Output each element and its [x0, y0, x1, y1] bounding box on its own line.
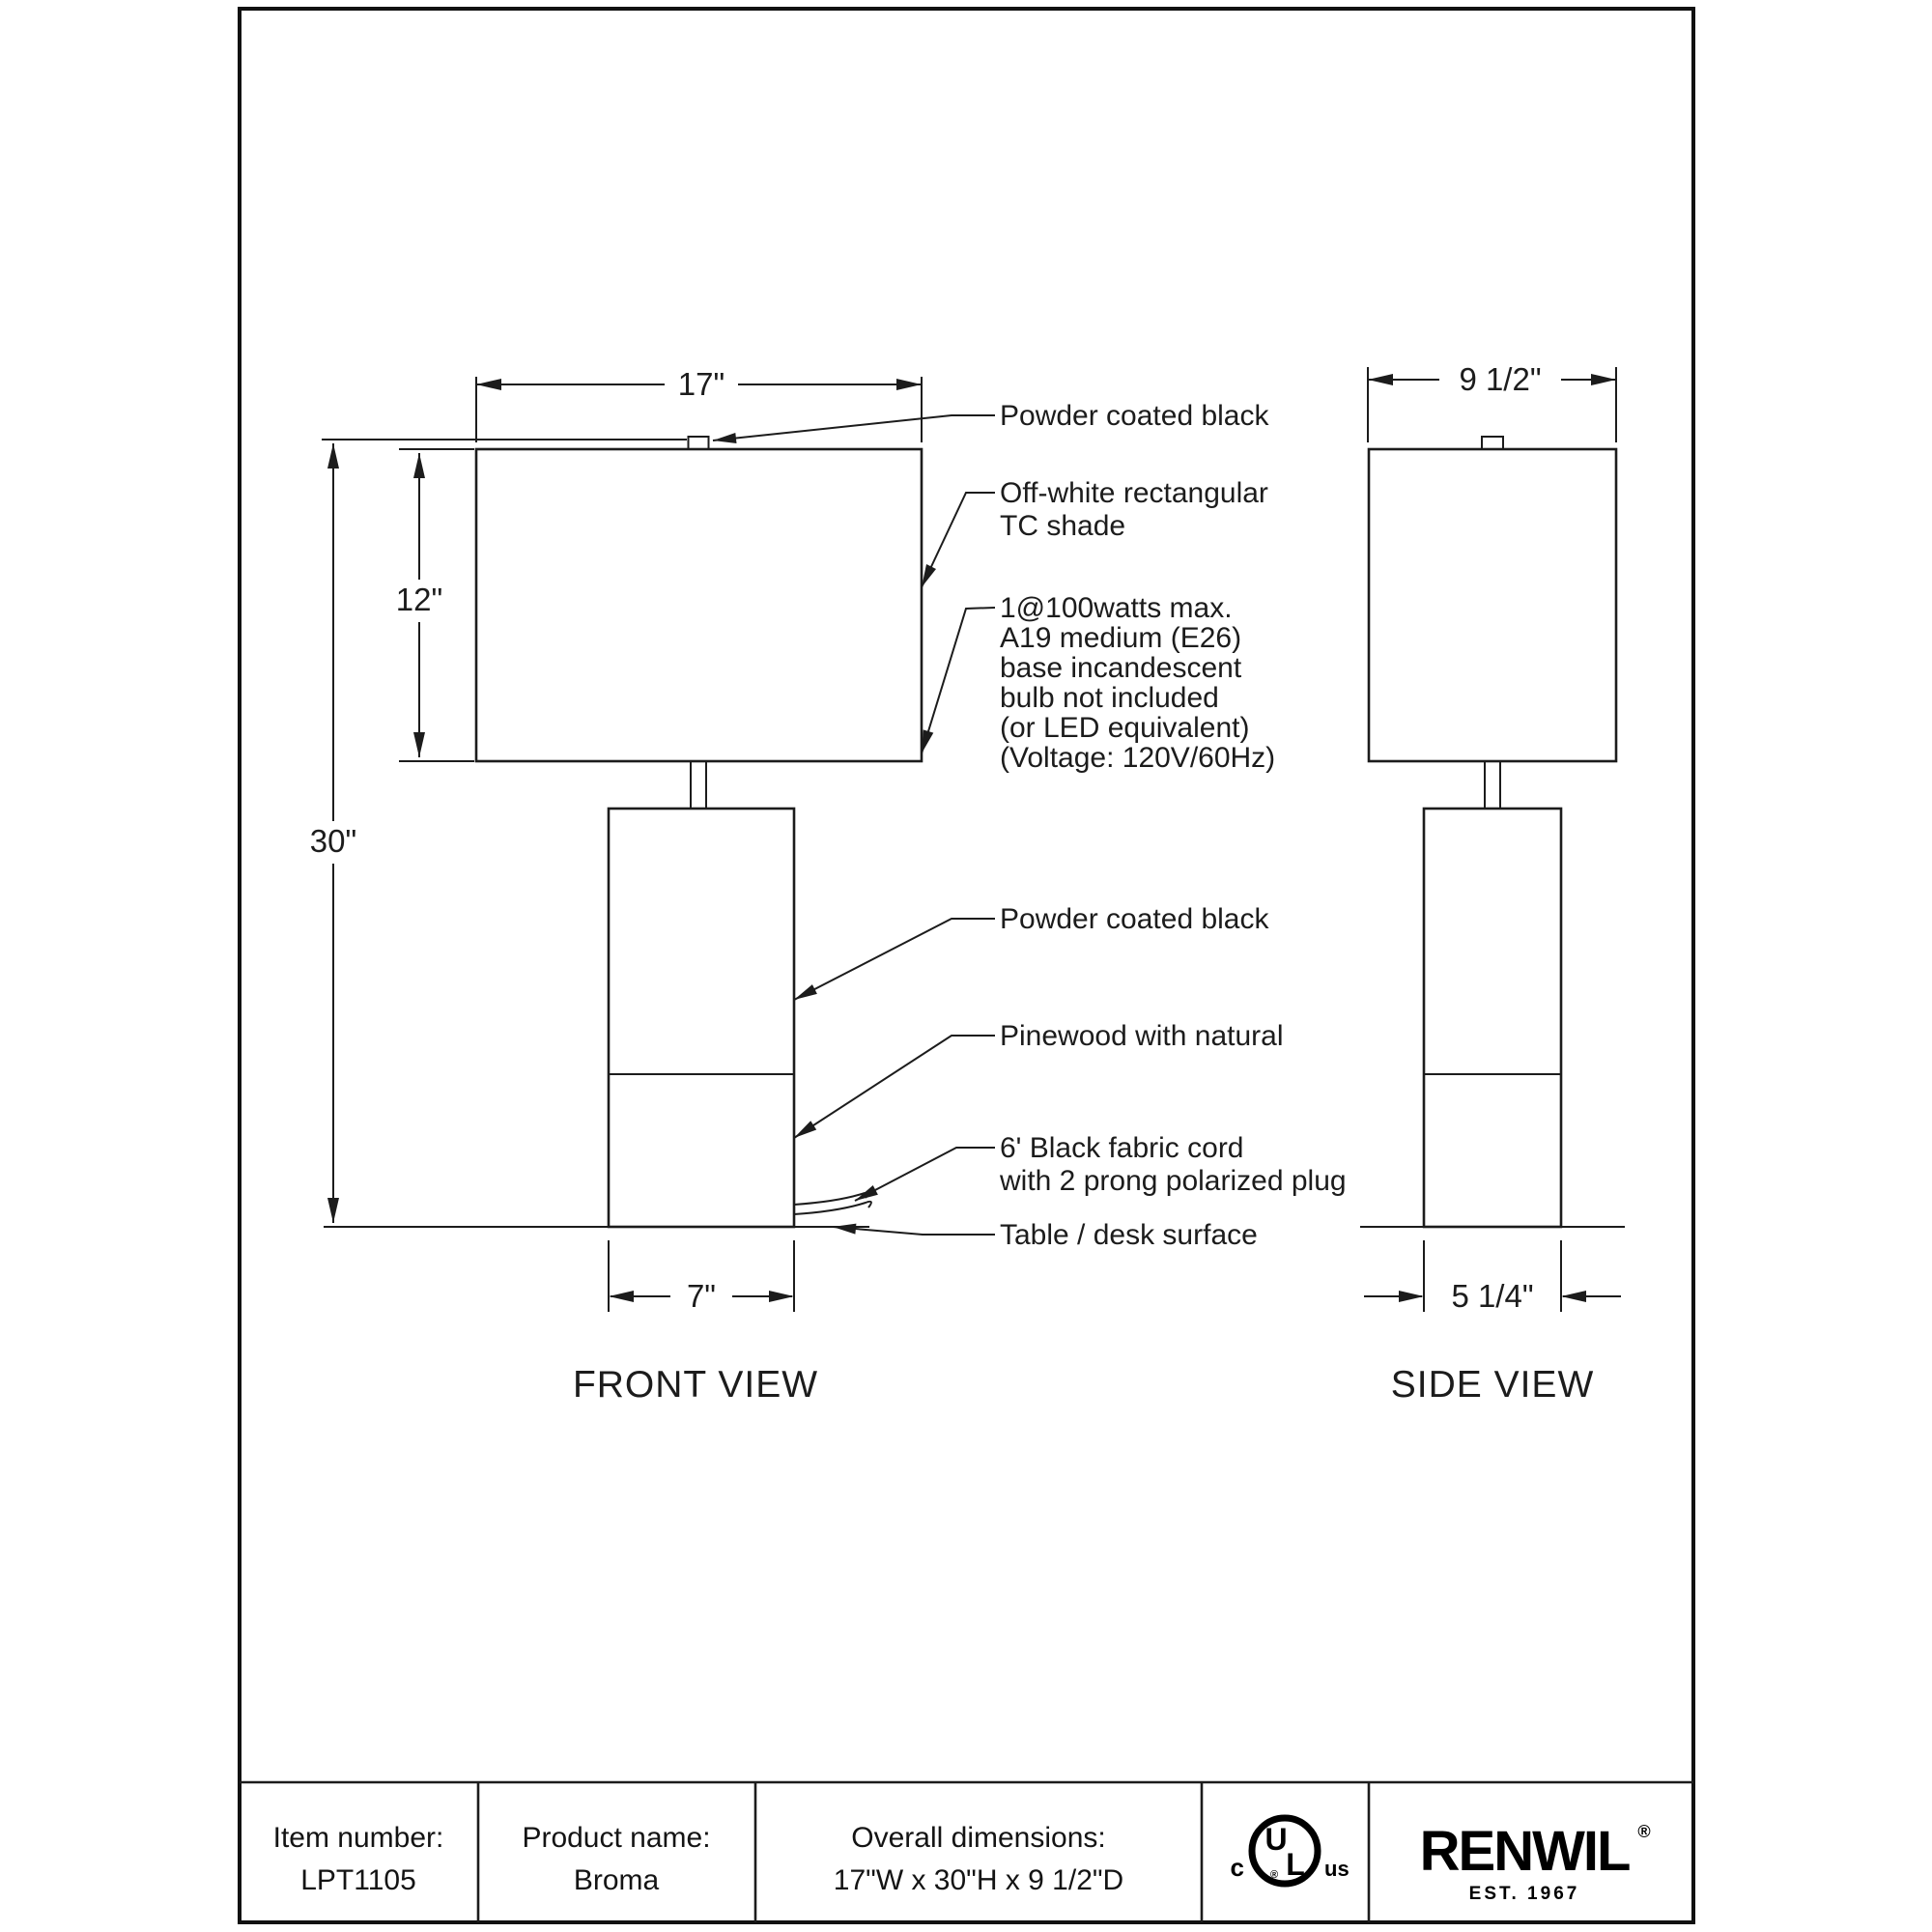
- side-shade-outline: [1369, 449, 1616, 761]
- sheet-border: [240, 9, 1693, 1922]
- svg-text:RENWIL: RENWIL: [1419, 1820, 1630, 1883]
- item-number-value: LPT1105: [300, 1864, 416, 1896]
- ul-certification-icon: [1231, 1818, 1350, 1884]
- ann-cord-line1: 6' Black fabric cord: [1000, 1132, 1244, 1164]
- dim-12: [396, 449, 474, 761]
- front-finial: [689, 437, 709, 449]
- dim-9-5: [1368, 361, 1616, 442]
- side-body-outline: [1424, 809, 1561, 1227]
- side-finial: [1482, 437, 1503, 449]
- item-number-label: Item number:: [272, 1822, 444, 1854]
- dim-7: [609, 1240, 794, 1314]
- svg-text:c: c: [1230, 1853, 1244, 1882]
- ann-cord-line2: with 2 prong polarized plug: [1000, 1165, 1347, 1197]
- product-name-value: Broma: [573, 1864, 660, 1896]
- dim-5-25: [1364, 1240, 1621, 1314]
- ann-powder-finial: Powder coated black: [1000, 400, 1269, 432]
- product-name-label: Product name:: [522, 1822, 711, 1854]
- dim-base-width: 7": [686, 1278, 717, 1314]
- ann-shade-line1: Off-white rectangular: [1000, 477, 1268, 509]
- title-block: [240, 1782, 1693, 1922]
- renwil-logo: [1420, 1820, 1651, 1904]
- svg-text:®: ®: [1637, 1822, 1651, 1841]
- dim-shade-depth: 9 1/2": [1459, 361, 1542, 397]
- dim-base-depth: 5 1/4": [1451, 1278, 1534, 1314]
- power-cord-top: [794, 1193, 867, 1205]
- dim-shade-width: 17": [677, 366, 725, 402]
- svg-text:EST. 1967: EST. 1967: [1468, 1884, 1580, 1904]
- ann-bulb-line6: (Voltage: 120V/60Hz): [1000, 742, 1276, 774]
- ann-bulb-line5: (or LED equivalent): [1000, 712, 1250, 744]
- ann-bulb-line4: bulb not included: [1000, 682, 1219, 714]
- dim-30: [310, 440, 687, 1223]
- dim-shade-height: 12": [395, 582, 443, 617]
- dim-total-height: 30": [309, 823, 357, 859]
- side-view: [1360, 361, 1625, 1406]
- dim-17: [476, 366, 922, 442]
- annotations: [713, 400, 1347, 1251]
- svg-text:L: L: [1286, 1847, 1305, 1882]
- svg-text:®: ®: [1269, 1869, 1279, 1881]
- ann-table-surface: Table / desk surface: [1000, 1219, 1258, 1251]
- ann-bulb-line2: A19 medium (E26): [1000, 622, 1242, 654]
- overall-dimensions-value: 17"W x 30"H x 9 1/2"D: [833, 1864, 1124, 1896]
- ann-bulb-line3: base incandescent: [1000, 652, 1242, 684]
- overall-dimensions-label: Overall dimensions:: [851, 1822, 1106, 1854]
- svg-text:us: us: [1324, 1857, 1350, 1881]
- front-view-label: FRONT VIEW: [572, 1364, 819, 1406]
- front-shade-outline: [476, 449, 922, 761]
- ann-shade-line2: TC shade: [1000, 510, 1126, 542]
- front-view: [310, 366, 922, 1406]
- ann-pinewood: Pinewood with natural: [1000, 1020, 1284, 1052]
- ann-powder-body: Powder coated black: [1000, 903, 1269, 935]
- svg-text:U: U: [1264, 1822, 1288, 1857]
- ann-bulb-line1: 1@100watts max.: [1000, 592, 1233, 624]
- side-view-label: SIDE VIEW: [1390, 1364, 1595, 1406]
- front-body-outline: [609, 809, 794, 1227]
